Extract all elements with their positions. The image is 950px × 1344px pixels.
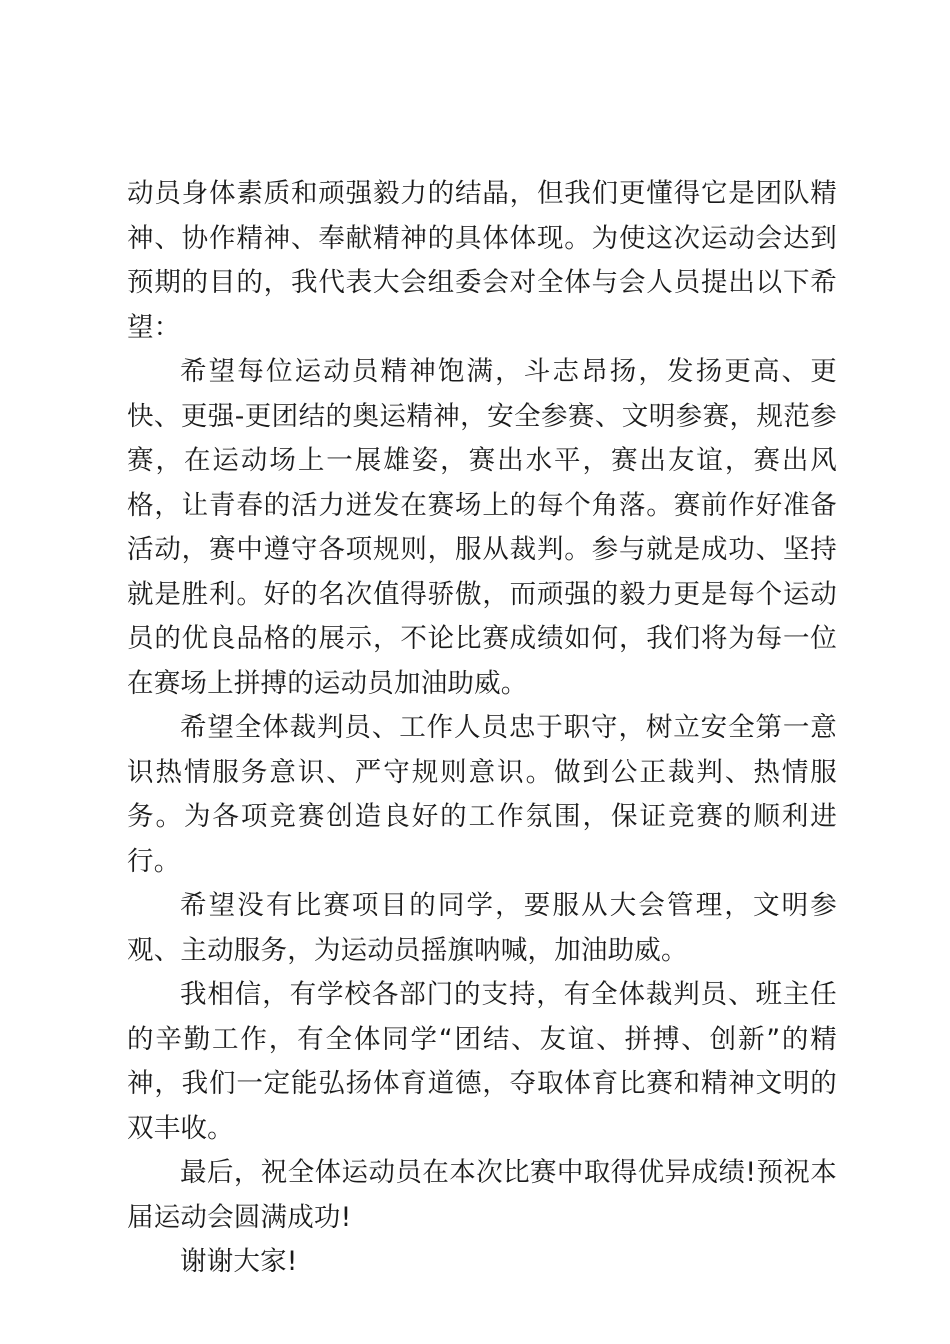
paragraph-continuation: 动员身体素质和顽强毅力的结晶，但我们更懂得它是团队精神、协作精神、奉献精神的具体体现。为使这次运动会达到预期的目的，我代表大会组委会对全体与会人员提出以下希望： <box>127 178 837 343</box>
paragraph-referees-hopes: 希望全体裁判员、工作人员忠于职守，树立安全第一意识热情服务意识、严守规则意识。做到公正裁判、热情服务。为各项竞赛创造良好的工作氛围，保证竞赛的顺利进行。 <box>127 712 837 877</box>
document-body <box>127 172 837 1285</box>
paragraph-athletes-hopes: 希望每位运动员精神饱满，斗志昂扬，发扬更高、更快、更强-更团结的奥运精神，安全参赛、文明参赛，规范参赛，在运动场上一展雄姿，赛出水平，赛出友谊，赛出风格，让青春的活力迸发在赛场上的每个角落。赛前作好准备活动，赛中遵守各项规则，服从裁判。参与就是成功、坚持就是胜利。好的名次值得骄傲，而顽强的毅力更是每个运动员的优良品格的展示，不论比赛成绩如何，我们将为每一位在赛场上拼搏的运动员加油助威。 <box>127 356 837 699</box>
paragraph-thanks: 谢谢大家! <box>180 1246 298 1277</box>
paragraph-closing-wishes: 最后，祝全体运动员在本次比赛中取得优异成绩!预祝本届运动会圆满成功! <box>127 1157 837 1233</box>
paragraph-students-hopes: 希望没有比赛项目的同学，要服从大会管理，文明参观、主动服务，为运动员摇旗呐喊，加油助威。 <box>127 890 837 966</box>
paragraph-belief: 我相信，有学校各部门的支持，有全体裁判员、班主任的辛勤工作，有全体同学“团结、友谊、拼搏、创新”的精神，我们一定能弘扬体育道德，夺取体育比赛和精神文明的双丰收。 <box>127 979 837 1144</box>
